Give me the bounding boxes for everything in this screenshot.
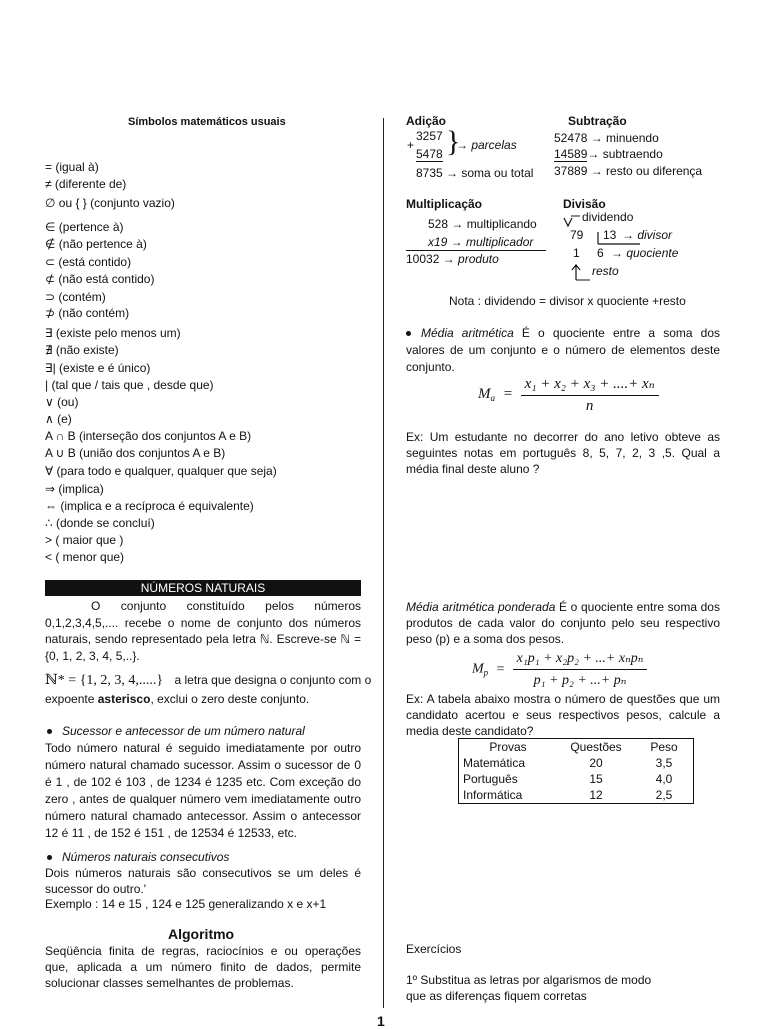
div-resto: resto [592, 264, 619, 278]
div-6: 6 [597, 246, 604, 260]
table-header: Peso [650, 740, 678, 754]
expoente-word: expoente [45, 692, 95, 706]
symbol-item: ∴ (donde se concluí) [45, 516, 155, 530]
ex1: Ex: Um estudante no decorrer do ano letivo obteve as seguintes notas em português 8, 5, 7, 2, 3 ,5. Qual a média final deste aluno ? [406, 430, 720, 476]
mult-line3-label: → produto [442, 252, 499, 266]
table-cell: 4,0 [655, 772, 673, 786]
formula-media: $M_a$ = $\frac{\text{x₁ + x₂ + x₃ + ....+ xₙ}}{n}$ [478, 374, 659, 415]
exclui-text: , exclui o zero deste conjunto. [150, 692, 310, 706]
naturals-paragraph: O conjunto constituído pelos números 0,1,2,3,4,5,.... recebe o nome de conjunto dos números naturais, sendo representado pela letra ℕ. Escreve-se ℕ = {0, 1, 2, 3, 4, 5,..}. [45, 599, 361, 663]
div-79: 79 [570, 228, 584, 242]
sub-line2-num: 14589 [554, 147, 588, 161]
div-dividendo: dividendo [582, 210, 634, 224]
adicao-total: 8735 → soma ou total [416, 166, 534, 180]
mult-line3 [406, 252, 499, 266]
symbol-item: ≠ (diferente de) [45, 177, 127, 191]
symbol-item: | (tal que / tais que , desde que) [45, 378, 214, 392]
media-def-block [406, 325, 720, 376]
table-cell: 2,5 [655, 788, 673, 802]
ex2: Ex: A tabela abaixo mostra o número de questões que um candidato acertou e seus respectivos pesos, calcule a media deste candidato? [406, 692, 720, 738]
media-def: É o quociente entre a soma dos valores de um conjunto e o número de elementos deste conjunto. [406, 326, 721, 374]
mp-def-block [406, 599, 720, 647]
ma-den: n [585, 398, 594, 414]
symbol-item: ⊃ (contém) [45, 290, 106, 304]
mp-sub: p [483, 667, 489, 678]
mult-line3-num: 10032 [406, 252, 440, 266]
symbol-item: ⊂ (está contido) [45, 255, 132, 269]
consec-heading: Números naturais consecutivos [62, 850, 230, 864]
ma-sub: a [490, 392, 495, 403]
symbol-item: ⇔ (implica e a recíproca é equivalente) [45, 499, 254, 513]
table-header-row [459, 739, 694, 756]
symbol-item: ∈ (pertence à) [45, 220, 124, 234]
table-row [459, 755, 694, 771]
adicao-title: Adição [406, 114, 447, 128]
symbol-item: ∅ ou { } (conjunto vazio) [45, 196, 175, 210]
mult-line2-wrap [406, 235, 546, 251]
div-13: 13 [603, 228, 617, 242]
symbol-item: ⊄ (não está contido) [45, 272, 155, 286]
symbol-item: = (igual à) [45, 160, 99, 174]
consec-text: Dois números naturais são consecutivos se um deles é sucessor do outro.' [45, 866, 361, 896]
naturals-expoente-line [45, 692, 309, 706]
symbol-item: A ∪ B (união dos conjuntos A e B) [45, 446, 226, 460]
exercise-1-line2: que as diferenças fiquem corretas [406, 989, 587, 1003]
table-header: Provas [489, 740, 527, 754]
column-divider [383, 118, 384, 1008]
symbol-item: ∀ (para todo e qualquer, qualquer que seja) [45, 464, 277, 478]
symbol-item: ∉ (não pertence à) [45, 237, 147, 251]
sub-line2-label: → subtraendo [587, 147, 663, 161]
asterisco-word: asterisco [97, 692, 151, 706]
naturals-star-text: a letra que designa o conjunto com o [174, 673, 372, 687]
symbol-item: > ( maior que ) [45, 533, 124, 547]
succ-text: Todo número natural é seguido imediatamente por outro número natural chamado sucessor. Assim o sucessor de 0 é 1 , de 102 é 103 , de 1234 é 1235 etc. Com exceção do zero , antes de qualquer número vem imediatamente outro número natural chamado antecessor. Assim o antecessor 12 é 11 , de 152 é 151 , de 12534 é 12533, etc. [45, 741, 361, 840]
div-quociente: → quociente [611, 246, 679, 260]
algo-title: Algoritmo [168, 926, 235, 942]
table-cell: Português [463, 772, 518, 786]
adicao-parcelas-wrap [456, 138, 517, 152]
symbol-item: < ( menor que) [45, 550, 125, 564]
div-1: 1 [573, 246, 580, 260]
adicao-b: 5478 [416, 147, 443, 161]
table-cell: 3,5 [655, 756, 673, 770]
symbol-item: A ∩ B (interseção dos conjuntos A e B) [45, 429, 252, 443]
naturals-banner: NÚMEROS NATURAIS [45, 580, 361, 596]
table-cell: Informática [463, 788, 523, 802]
sub-line2 [554, 147, 663, 161]
mult-title: Multiplicação [406, 197, 483, 211]
naturals-star-set: ℕ* = {1, 2, 3, 4,.....} [45, 673, 164, 688]
table-cell: 20 [589, 756, 603, 770]
symbol-item: ∨ (ou) [45, 395, 79, 409]
symbol-item: ⇒ (implica) [45, 482, 104, 496]
div-divisor: → divisor [622, 228, 673, 242]
sub-line3: 37889 → resto ou diferença [554, 164, 703, 178]
formula-ponderada: $M_p$ = $\frac{\text{x₁p₁ + x₂p₂ + ...+ xₙpₙ}}{\text{p₁ + p₂ + ...+ pₙ}}$ [472, 650, 647, 689]
succ-heading-line [47, 724, 305, 738]
symbol-item: ∃| (existe e é único) [45, 361, 151, 375]
symbol-item: ⊅ (não contém) [45, 306, 130, 320]
mult-line2: x19 → multiplicador [428, 235, 534, 249]
bullet-icon [406, 331, 411, 336]
adicao-parcelas: → parcelas [456, 138, 517, 152]
mult-line1: 528 → multiplicando [428, 217, 537, 231]
weights-table [458, 738, 694, 804]
div-title: Divisão [563, 197, 606, 211]
adicao-plus: + [407, 138, 415, 152]
sub-title: Subtração [568, 114, 627, 128]
exercise-1-line1: 1º Substitua as letras por algarismos de modo [406, 973, 652, 987]
media-term: Média aritmética [421, 326, 514, 340]
succ-heading: Sucessor e antecessor de um número natural [62, 724, 305, 738]
exercicios-title: Exercícios [406, 942, 462, 956]
bullet-icon [47, 855, 52, 860]
table-row [459, 787, 694, 804]
symbol-item: ∧ (e) [45, 412, 72, 426]
mp-def: É o quociente entre soma dos produtos de cada valor do conjunto pelo seu respectivo peso (p) e a soma dos pesos. [406, 600, 720, 646]
ma-M: M [478, 385, 491, 402]
table-row [459, 771, 694, 787]
mp-den: p₁ + p₂ + ...+ pₙ [533, 673, 627, 688]
nota: Nota : dividendo = divisor x quociente +resto [449, 294, 686, 308]
symbols-title: Símbolos matemáticos usuais [128, 116, 286, 128]
symbol-item: ∃ (existe pelo menos um) [45, 326, 181, 340]
mp-num: x₁p₁ + x₂p₂ + ...+ xₙpₙ [513, 650, 648, 670]
mp-M: M [472, 661, 484, 677]
adicao-a: 3257 [416, 129, 443, 143]
algo-text: Seqüência finita de regras, raciocínios e ou operações que, aplicada a um número finito de dados, permite solucionar classes semelhantes de problemas. [45, 944, 361, 990]
table-cell: 12 [589, 788, 603, 802]
sub-line1: 52478 → minuendo [554, 131, 659, 145]
table-header: Questões [570, 740, 622, 754]
consec-example: Exemplo : 14 e 15 , 124 e 125 generalizando x e x+1 [45, 897, 327, 911]
naturals-star-line [45, 672, 371, 689]
bullet-icon [47, 729, 52, 734]
table-cell: Matemática [463, 756, 526, 770]
adicao-brace: } [446, 125, 461, 158]
table-cell: 15 [589, 772, 603, 786]
symbol-item: ∄ (não existe) [45, 343, 119, 357]
page-number: 1 [377, 1013, 385, 1029]
mp-term: Média aritmética ponderada [406, 600, 556, 614]
ma-num: x₁ + x₂ + x₃ + ....+ xₙ [521, 374, 659, 396]
consec-heading-line [47, 850, 229, 864]
